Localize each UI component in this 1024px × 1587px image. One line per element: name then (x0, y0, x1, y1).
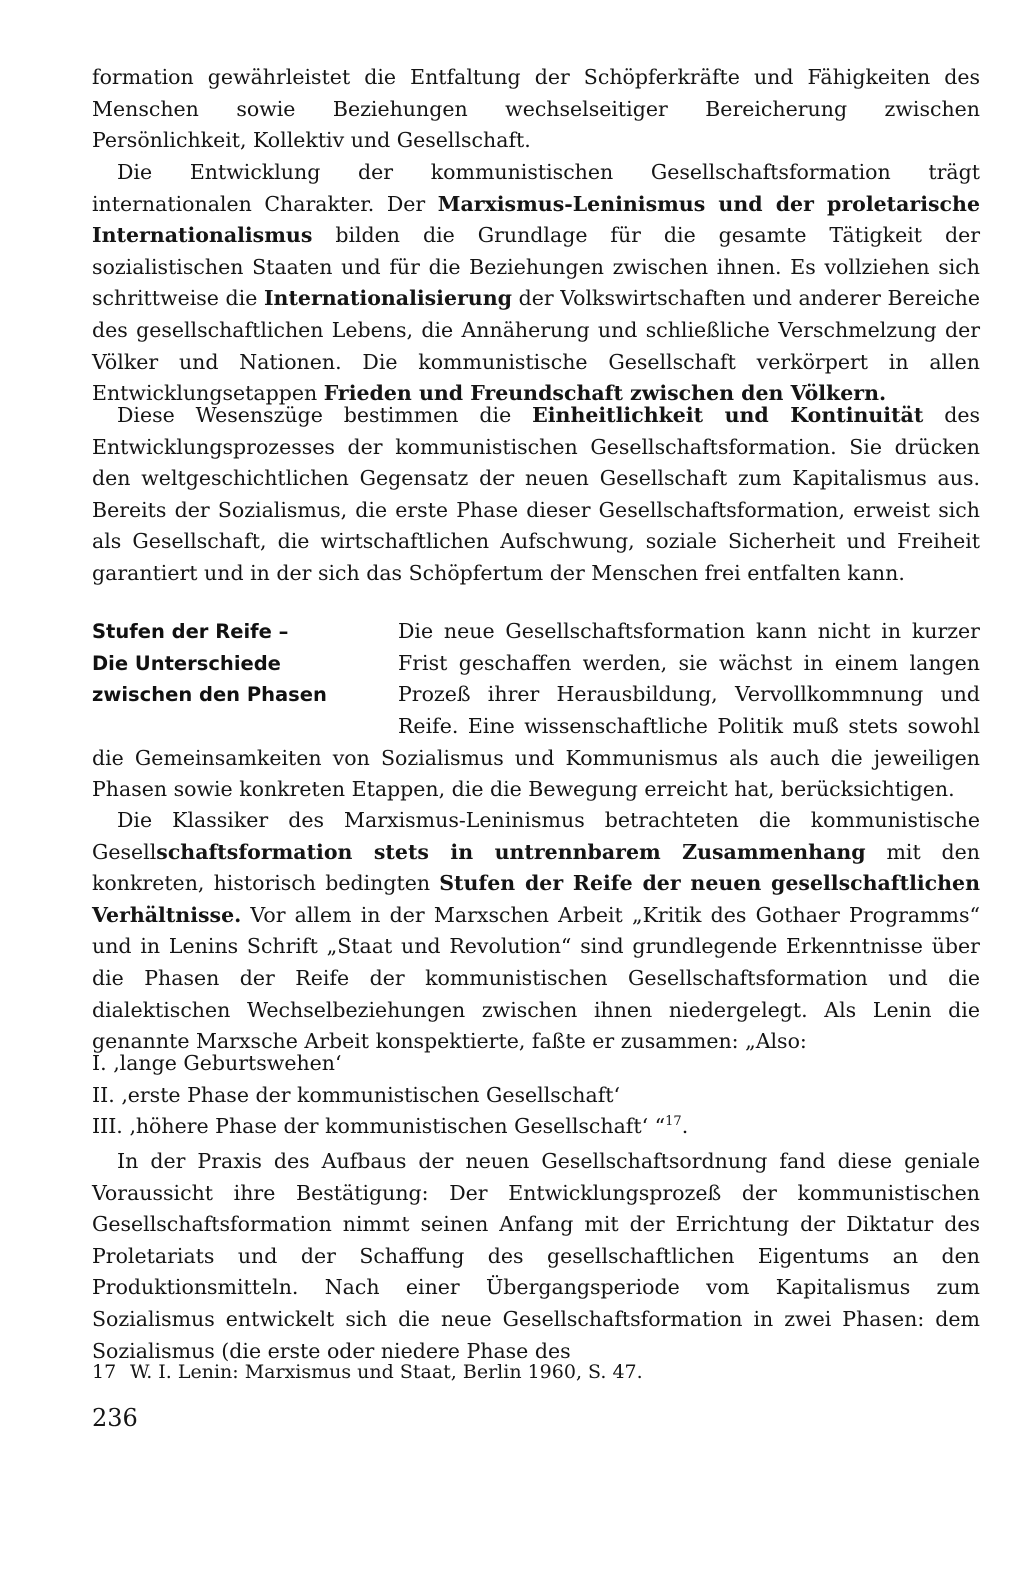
side-heading-line: Die Unterschiede (92, 651, 281, 675)
text-run: des Entwicklungsprozesses der kommunistischen Gesellschaftsformation. Sie drücken den weltgeschichtlichen Gegensatz der neuen Gesellschaft zum Kapitalismus aus. Bereits der Sozialismus, die erste Phase dieser Gesellschaftsformation, erweist sich als Gesellschaft, die wirtschaftlichen Aufschwung, soziale Sicherheit und Freiheit garantiert und in der sich das Schöpfertum der Menschen frei entfalten kann. (92, 403, 980, 585)
paragraph-text: Reife. Eine wissenschaftliche Politik muß stets sowohl die Gemeinsamkeiten von Sozialismus und Kommunismus als auch die jeweiligen Phasen sowie konkreten Etappen, die die Bewegung erreicht hat, berücksichtigen. (92, 714, 980, 802)
paragraph-1 (92, 62, 980, 157)
text-run: mit den konkreten, historisch bedingten (92, 839, 980, 896)
text-line: Frist geschaffen werden, sie wächst in einem langen (398, 650, 980, 675)
text-line: Die neue Gesellschaftsformation kann nicht in kurzer (398, 619, 980, 643)
footnote-text: W. I. Lenin: Marxismus und Staat, Berlin 1960, S. 47. (130, 1361, 643, 1383)
page-number: 236 (92, 1404, 138, 1432)
paragraph-3 (92, 400, 980, 590)
footnote (92, 1361, 643, 1383)
emphasis: Marxismus-Leninismus und der proletarische Internationalismus (92, 191, 980, 248)
side-heading (92, 616, 372, 711)
text-line: Prozeß ihrer Herausbildung, Vervollkommnung und (398, 682, 980, 707)
emphasis: Einheitlichkeit und Kontinuität (532, 403, 924, 427)
emphasis: Internationalisierung (263, 286, 512, 311)
paragraph-text: formation gewährleistet die Entfaltung der Schöpferkräfte und Fähigkeiten des Menschen sowie Beziehungen wechselseitiger Bereicherung zwischen Persönlichkeit, Kollektiv und Gesellschaft. (92, 65, 980, 153)
emphasis: Frieden und Freundschaft zwischen den Völkern. (323, 381, 887, 406)
paragraph-6 (92, 1146, 980, 1367)
side-heading-line: zwischen den Phasen (92, 683, 327, 707)
text-run: bilden die Grundlage für die gesamte Tätigkeit der sozialistischen Staaten und für die Beziehungen zwischen ihnen. Es vollziehen sich schrittweise die (92, 223, 980, 311)
text-run: Diese Wesenszüge bestimmen die (117, 403, 533, 427)
footnote-number: 17 (92, 1361, 117, 1383)
footnote-ref[interactable]: 17 (665, 1114, 682, 1130)
list-item: III. ‚höhere Phase der kommunistischen Gesellschaft‘ “$^{17}$. (92, 1114, 689, 1139)
list-item: II. ‚erste Phase der kommunistischen Gesellschaft‘ (92, 1082, 621, 1107)
text-run: Vor allem in der Marxschen Arbeit „Kritik des Gothaer Programms“ und in Lenins Schrift „Staat und Revolution“ sind grundlegende Erkenntnisse über die Phasen der Reife der kommunistischen Gesellschaftsformation und die dialektischen Wechselbeziehungen zwischen ihnen niedergelegt. Als Lenin die genannte Marxsche Arbeit konspektierte, faßte er zusammen: „Also: (92, 902, 980, 1054)
text-run: Die Entwicklung der kommunistischen Gesellschaftsformation trägt internationalen Charakter. Der (92, 160, 980, 216)
side-heading-line: Stufen der Reife – (92, 620, 289, 643)
section-paragraph (92, 711, 980, 806)
paragraph-2 (92, 157, 980, 410)
quote-list (92, 1048, 980, 1143)
paragraph-5 (92, 805, 980, 1058)
paragraph-text: In der Praxis des Aufbaus der neuen Gesellschaftsordnung fand diese geniale Voraussicht ihre Bestätigung: Der Entwicklungsprozeß der kommunistischen Gesellschaftsformation nimmt seinen Anfang mit der Errichtung der Diktatur des Proletariats und der Schaffung des gesellschaftlichen Eigentums an den Produktionsmitteln. Nach einer Übergangsperiode vom Kapitalismus zum Sozialismus entwickelt sich die neue Gesellschaftsformation in zwei Phasen: dem Sozialismus (die erste oder niedere Phase des (92, 1149, 980, 1363)
section-intro-lines (398, 616, 980, 711)
text-run: Die Klassiker des Marxismus-Leninismus betrachteten die kommunistische Gesell (92, 808, 980, 864)
emphasis: Stufen der Reife der neuen gesellschaftlichen Verhältnisse. (92, 871, 980, 927)
text-run: der Volkswirtschaften und anderer Bereiche des gesellschaftlichen Lebens, die Annäherung und schließliche Verschmelzung der Völker und Nationen. Die kommunistische Gesellschaft verkörpert in allen Entwicklungsetappen (92, 286, 980, 406)
emphasis: schaftsformation stets in untrennbarem Zusammenhang (156, 839, 866, 864)
list-item: I. ‚lange Geburtswehen‘ (92, 1051, 342, 1075)
